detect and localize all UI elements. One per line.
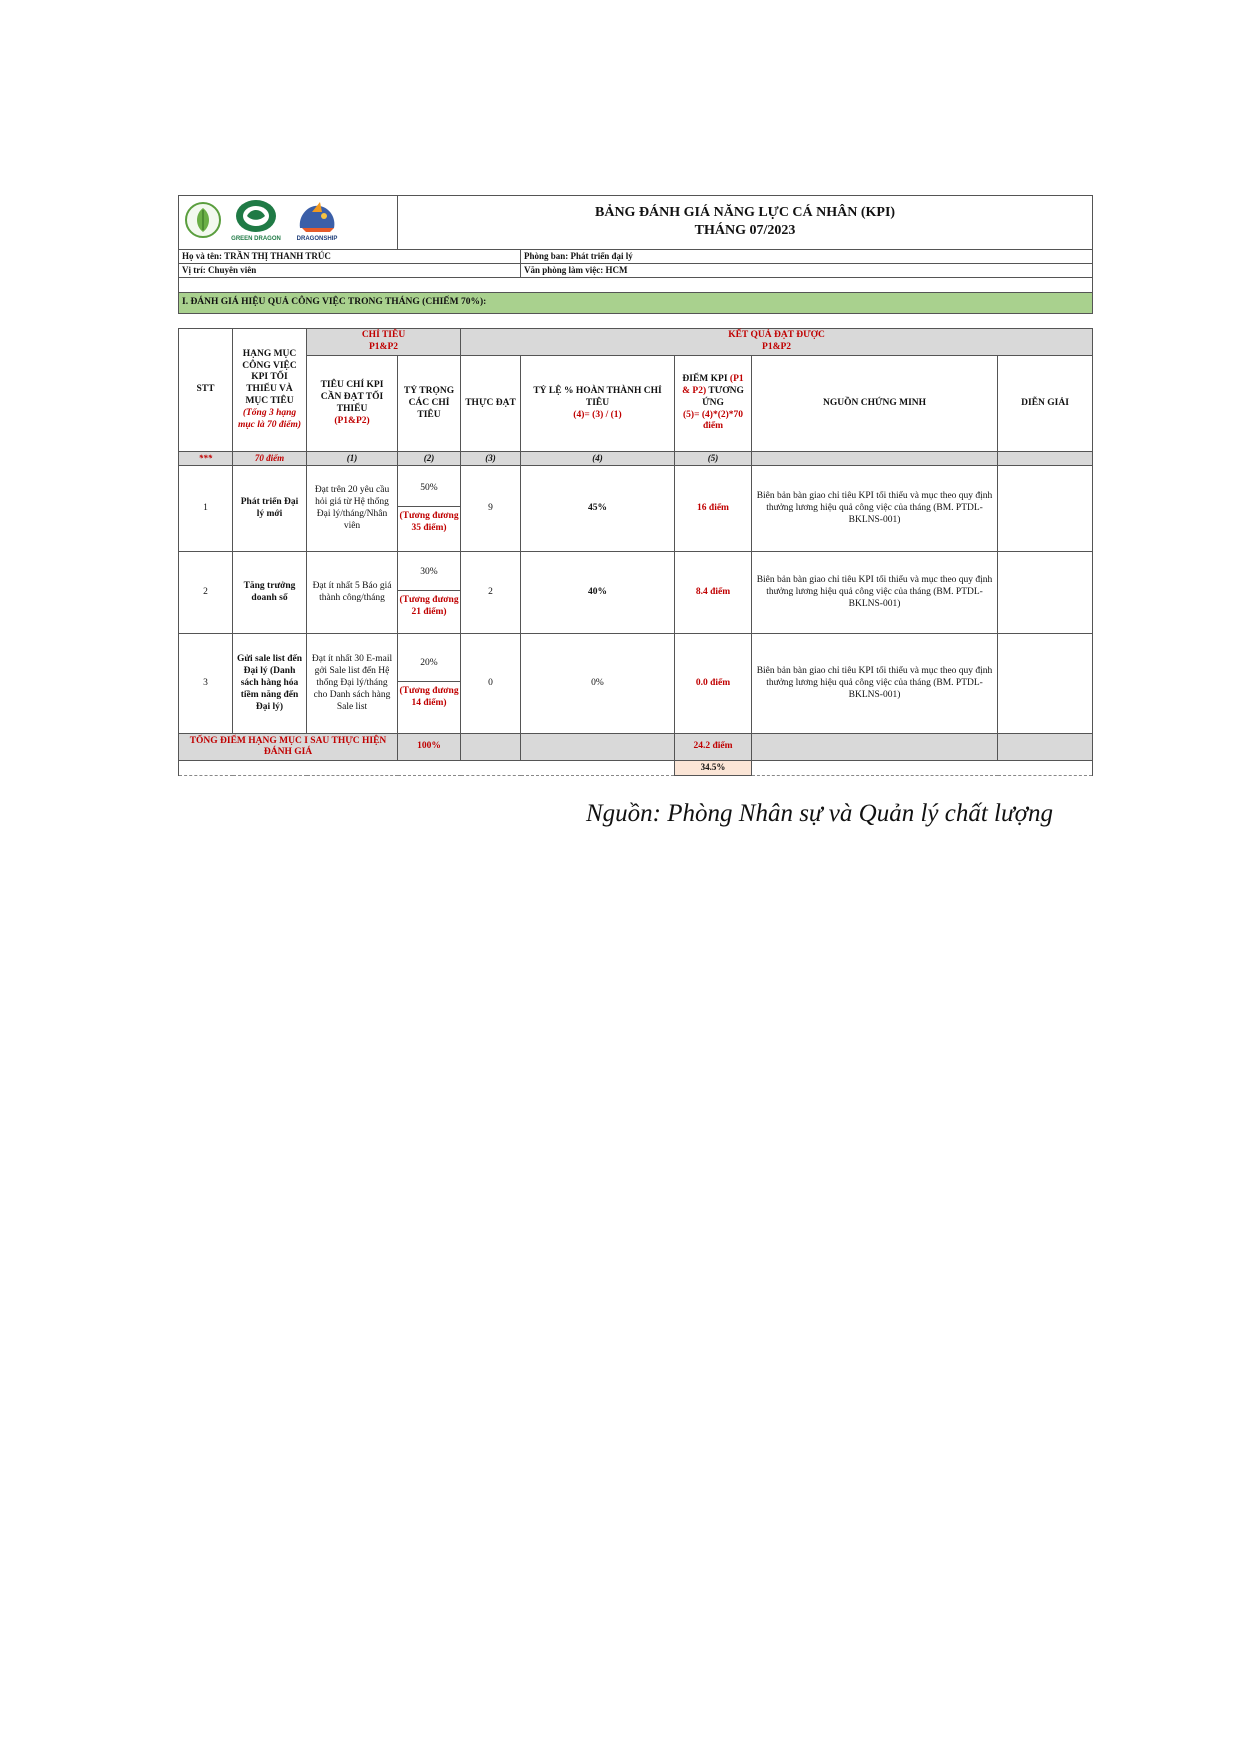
- total-score: 24.2 điểm: [675, 734, 752, 761]
- col-explain: DIỄN GIẢI: [998, 356, 1093, 452]
- row-weight-note: (Tương đương 14 điểm): [399, 686, 459, 709]
- spacer-row: [179, 278, 1093, 293]
- row-score: 8.4 điểm: [675, 552, 752, 634]
- num-evidence-blank: [752, 452, 998, 466]
- row-weight-value: 30%: [398, 567, 460, 592]
- row-evidence: Biên bản bàn giao chỉ tiêu KPI tối thiểu và mục theo quy định thưởng lương hiệu quả công việc của tháng (BM. PTDL-BKLNS-001): [752, 466, 998, 552]
- total-percent: 34.5%: [675, 761, 752, 775]
- row-explain: [998, 634, 1093, 734]
- col-rate: [521, 356, 675, 452]
- row-weight-note: (Tương đương 21 điểm): [399, 595, 459, 618]
- table-row: [179, 634, 1093, 734]
- num-3: (3): [461, 452, 521, 466]
- department: Phòng ban: Phát triển đại lý: [521, 249, 1093, 263]
- kpi-sheet: [178, 195, 1092, 776]
- row-rate: 45%: [521, 466, 675, 552]
- report-title-cell: [398, 196, 1093, 250]
- row-score: 0.0 điểm: [675, 634, 752, 734]
- col-rate-main: TỶ LỆ % HOÀN THÀNH CHỈ TIÊU: [533, 385, 662, 408]
- row-stt: 2: [179, 552, 233, 634]
- group-result: [461, 329, 1093, 356]
- table-row: [179, 552, 1093, 634]
- row-stt: 3: [179, 634, 233, 734]
- num-2: (2): [398, 452, 461, 466]
- dragonship-caption: DRAGONSHIP: [296, 236, 338, 242]
- col-rate-formula: (4)= (3) / (1): [573, 409, 622, 420]
- col-actual: THỰC ĐẠT: [461, 356, 521, 452]
- col-criteria-main: TIÊU CHÍ KPI CẦN ĐẠT TỐI THIỂU: [320, 379, 384, 414]
- group-result-label: KẾT QUẢ ĐẠT ĐƯỢC: [728, 330, 825, 341]
- total-actual-blank: [461, 734, 521, 761]
- logo-cell: [179, 196, 398, 250]
- row-weight-note: (Tương đương 35 điểm): [399, 511, 459, 534]
- col-criteria: [307, 356, 398, 452]
- employee-name: Họ và tên: TRẦN THỊ THANH TRÚC: [179, 249, 521, 263]
- report-title: BẢNG ĐÁNH GIÁ NĂNG LỰC CÁ NHÂN (KPI): [595, 205, 896, 221]
- row-evidence: Biên bản bàn giao chỉ tiêu KPI tối thiểu và mục theo quy định thưởng lương hiệu quả công việc của tháng (BM. PTDL-BKLNS-001): [752, 552, 998, 634]
- row-actual: 9: [461, 466, 521, 552]
- row-weight: [398, 552, 461, 634]
- col-stt: STT: [179, 329, 233, 452]
- total-label: TỔNG ĐIỂM HẠNG MỤC I SAU THỰC HIỆN ĐÁNH GIÁ: [179, 734, 398, 761]
- source-caption: Nguồn: Phòng Nhân sự và Quản lý chất lượng: [586, 800, 1053, 827]
- total-weight: 100%: [398, 734, 461, 761]
- row-actual: 0: [461, 634, 521, 734]
- num-explain-blank: [998, 452, 1093, 466]
- row-category: Phát triển Đại lý mới: [233, 466, 307, 552]
- num-4: (4): [521, 452, 675, 466]
- row-criteria: Đạt ít nhất 5 Báo giá thành công/tháng: [307, 552, 398, 634]
- col-category-main: HẠNG MỤC CÔNG VIỆC KPI TỐI THIỂU VÀ MỤC TIÊU: [242, 348, 297, 407]
- row-weight: [398, 466, 461, 552]
- section-title: I. ĐÁNH GIÁ HIỆU QUẢ CÔNG VIỆC TRONG THÁNG (CHIẾM 70%):: [179, 293, 1093, 314]
- green-leaf-logo: [183, 200, 223, 245]
- green-dragon-logo: [231, 198, 281, 247]
- row-criteria: Đạt trên 20 yêu cầu hỏi giá từ Hệ thống Đại lý/tháng/Nhân viên: [307, 466, 398, 552]
- row-category: Gửi sale list đến Đại lý (Danh sách hàng hóa tiềm năng đến Đại lý): [233, 634, 307, 734]
- spacer-row: [179, 314, 1093, 329]
- num-1: (1): [307, 452, 398, 466]
- row-criteria: Đạt ít nhất 30 E-mail gởi Sale list đến Hệ thống Đại lý/tháng cho Danh sách hàng Sale list: [307, 634, 398, 734]
- col-score-main: ĐIỂM KPI: [682, 373, 728, 384]
- row-explain: [998, 466, 1093, 552]
- group-target-label: CHỈ TIÊU: [361, 330, 406, 341]
- footer-blank: [179, 761, 675, 775]
- row-stt: 1: [179, 466, 233, 552]
- col-score-formula: (5)= (4)*(2)*70 điểm: [683, 409, 744, 432]
- table-row: [179, 466, 1093, 552]
- total-rate-blank: [521, 734, 675, 761]
- group-result-sub: P1&P2: [762, 342, 792, 353]
- col-evidence: NGUỒN CHỨNG MINH: [752, 356, 998, 452]
- num-5: (5): [675, 452, 752, 466]
- report-month: THÁNG 07/2023: [694, 223, 796, 239]
- total-evidence-blank: [752, 734, 998, 761]
- col-score-red: (P1 & P2): [682, 373, 744, 396]
- col-weight: TỶ TRỌNG CÁC CHỈ TIÊU: [398, 356, 461, 452]
- row-evidence: Biên bản bàn giao chỉ tiêu KPI tối thiểu và mục theo quy định thưởng lương hiệu quả công việc của tháng (BM. PTDL-BKLNS-001): [752, 634, 998, 734]
- row-category: Tăng trưởng doanh số: [233, 552, 307, 634]
- row-rate: 0%: [521, 634, 675, 734]
- num-stt: ***: [179, 452, 233, 466]
- row-weight: [398, 634, 461, 734]
- row-weight-value: 50%: [398, 483, 460, 508]
- green-dragon-caption: GREEN DRAGON: [231, 236, 282, 242]
- dragonship-logo: [290, 198, 344, 247]
- group-target-sub: P1&P2: [368, 342, 399, 353]
- position: Vị trí: Chuyên viên: [179, 264, 521, 278]
- row-actual: 2: [461, 552, 521, 634]
- office: Văn phòng làm việc: HCM: [521, 264, 1093, 278]
- col-score-main2: TƯƠNG ỨNG: [702, 385, 744, 408]
- col-category: [233, 329, 307, 452]
- total-explain-blank: [998, 734, 1093, 761]
- row-weight-value: 20%: [398, 658, 460, 683]
- col-category-note: (Tổng 3 hạng mục là 70 điểm): [237, 408, 302, 430]
- kpi-table: [178, 195, 1093, 776]
- footer-blank: [752, 761, 1093, 775]
- group-target: [307, 329, 461, 356]
- col-score: [675, 356, 752, 452]
- col-criteria-note: (P1&P2): [334, 415, 370, 426]
- row-score: 16 điểm: [675, 466, 752, 552]
- num-category: 70 điểm: [233, 452, 307, 466]
- row-rate: 40%: [521, 552, 675, 634]
- row-explain: [998, 552, 1093, 634]
